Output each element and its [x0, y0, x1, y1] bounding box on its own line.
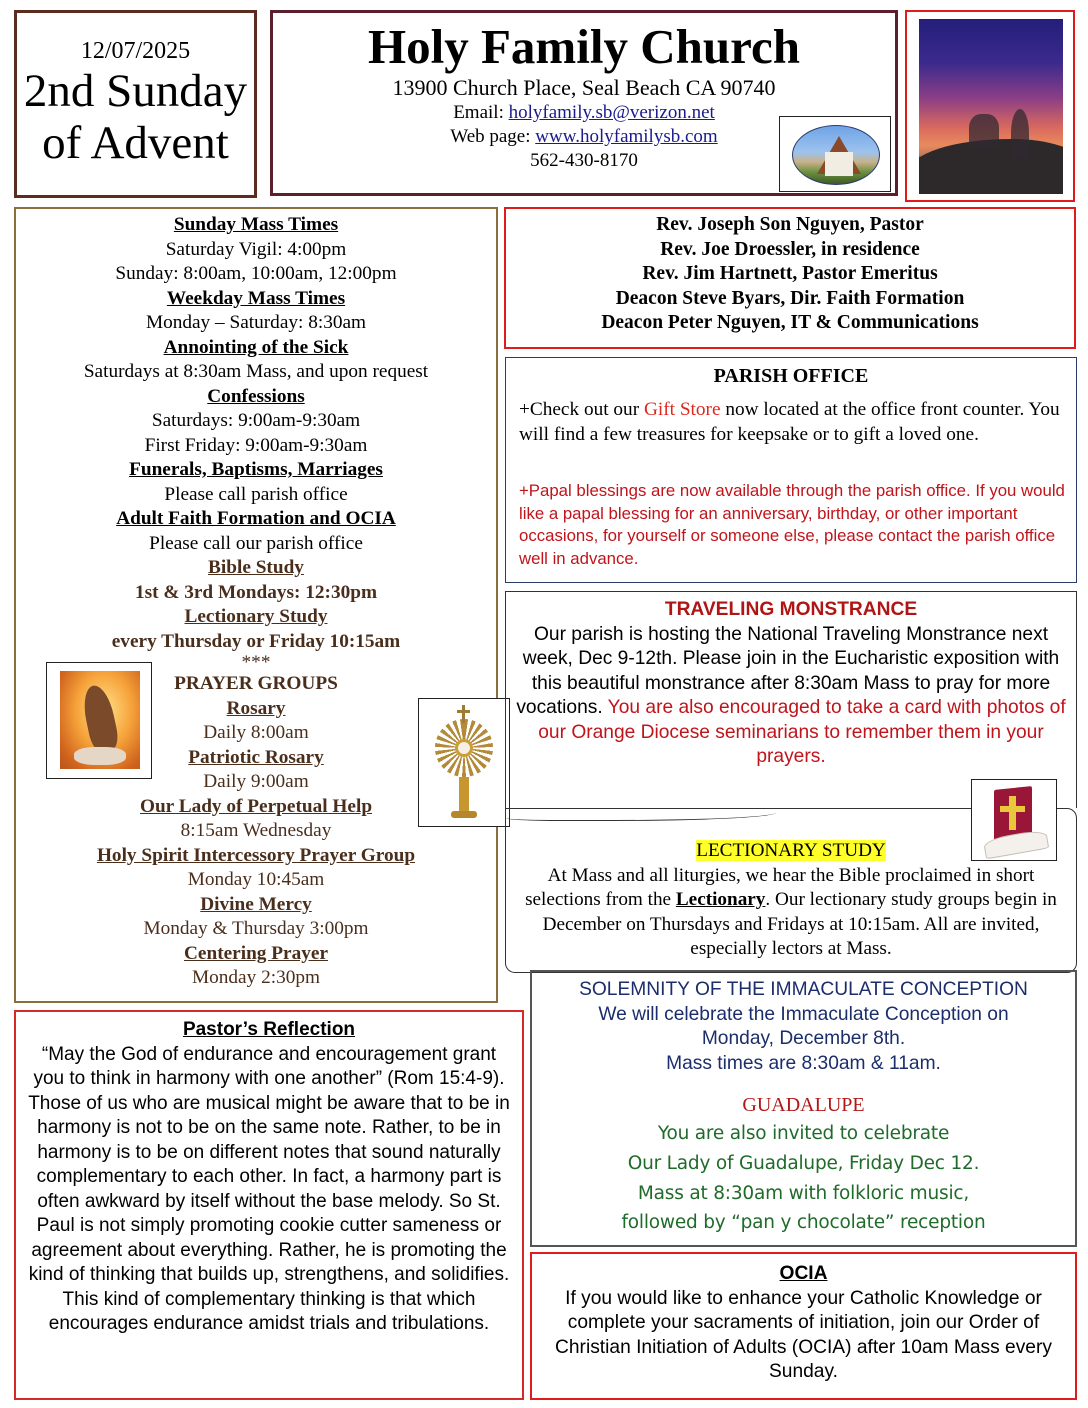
sunday-mass-heading: Sunday Mass Times — [173, 214, 339, 235]
prayer-group-name: Divine Mercy — [200, 893, 312, 915]
monstrance-body-text: Our parish is hosting the National Traveling Monstrance next week, Dec 9-12th. Please join in the Eucharistic exposition with this beautiful monstrance after 8:30am Mass to pray for more vocations. — [516, 623, 1060, 718]
weekday-mass-heading: Weekday Mass Times — [166, 287, 346, 309]
monstrance-body — [512, 623, 1070, 770]
gift-store-notice — [519, 398, 1066, 448]
church-name: Holy Family Church — [368, 19, 800, 74]
lectionary-study-body — [512, 864, 1070, 962]
clergy-member: Rev. Joseph Son Nguyen, Pastor — [656, 214, 924, 235]
church-address: 13900 Church Place, Seal Beach CA 90740 — [392, 75, 776, 100]
immaculate-line1: We will celebrate the Immaculate Conception on — [598, 1003, 1009, 1025]
clergy-member: Rev. Joe Droessler, in residence — [660, 238, 920, 260]
lectionary-study-heading: Lectionary Study — [184, 606, 328, 627]
faith-formation-heading: Adult Faith Formation and OCIA — [116, 508, 396, 529]
papal-blessing-notice: +Papal blessings are now available through the parish office. If you would like a papal blessing for an anniversary, birthday, or other important occasions, for yourself or someone else, please contact the parish office well in advance. — [519, 481, 1065, 568]
sacraments-heading: Funerals, Baptisms, Marriages — [129, 459, 383, 480]
anointing-times: Saturdays at 8:30am Mass, and upon request — [83, 361, 429, 382]
parish-office-title: PARISH OFFICE — [713, 365, 869, 387]
bible-study-heading: Bible Study — [208, 557, 304, 578]
traveling-monstrance-box — [505, 591, 1077, 808]
immaculate-conception-box — [530, 970, 1077, 1247]
gift-store-suffix: now located at the office front counter. You will find a few treasures for keepsake or to gift a loved one. — [519, 399, 1060, 445]
date-box — [14, 10, 257, 198]
reflection-title: Pastor’s Reflection — [182, 1019, 356, 1040]
prayer-group-time: Daily 8:00am — [203, 722, 309, 743]
clergy-box — [504, 207, 1076, 349]
prayer-group-time: 8:15am Wednesday — [180, 820, 332, 841]
guadalupe-title: GUADALUPE — [742, 1094, 865, 1116]
lectionary-body-suffix: . Our lectionary study groups begin in December on Thursdays and Fridays at 10:15am. All are invited, especially lectors at Mass. — [542, 889, 1057, 959]
prayer-group-name: Our Lady of Perpetual Help — [139, 795, 373, 817]
lectionary-term: Lectionary — [675, 889, 766, 910]
prayer-group-name: Centering Prayer — [183, 942, 329, 964]
separator: *** — [241, 652, 271, 673]
ocia-title: OCIA — [779, 1263, 828, 1284]
ocia-body: If you would like to enhance your Catholic Knowledge or complete your sacraments of initiation, join our Order of Christian Initiation of Adults (OCIA) after 10am Mass every Sunday. — [555, 1287, 1052, 1382]
web-link[interactable]: www.holyfamilysb.com — [535, 126, 718, 147]
prayer-groups-title: PRAYER GROUPS — [174, 673, 338, 694]
bulletin-date: 12/07/2025 — [80, 38, 191, 64]
guadalupe-line1: You are also invited to celebrate — [657, 1123, 950, 1144]
lectionary-book-image — [971, 779, 1057, 861]
monstrance-body-red: You are also encouraged to take a card with photos of our Orange Diocese seminarians to remember them in your prayers. — [538, 697, 1066, 767]
reflection-body: “May the God of endurance and encouragement grant you to think in harmony with one another” (Rom 15:4-9). Those of us who are musical might be aware that to be in harmony is not to be on the same note. Rather, to be in harmony is to be on different notes that sound naturally complementary to each other. In fact, a harmony part is often awkward by itself without the base melody. So St. Paul is not simply promoting cookie cutter sameness or agreement about everything. Rather, he is promoting the kind of thinking that builds up, strengthens, and solidifies. This kind of complementary thinking is that which encourages endurance amidst trials and tribulations. — [28, 1043, 510, 1334]
prayer-group-time: Daily 9:00am — [203, 771, 309, 792]
prayer-group-name: Holy Spirit Intercessory Prayer Group — [96, 844, 416, 866]
prayer-group-time: Monday 2:30pm — [191, 967, 320, 988]
confessions-first-friday: First Friday: 9:00am-9:30am — [144, 434, 368, 456]
clergy-member: Deacon Peter Nguyen, IT & Communications — [601, 312, 979, 333]
church-info-box — [270, 10, 898, 196]
guadalupe-line4: followed by “pan y chocolate” reception — [621, 1212, 986, 1234]
confessions-heading: Confessions — [207, 385, 305, 407]
faith-formation-text: Please call our parish office — [149, 532, 363, 554]
guadalupe-line2: Our Lady of Guadalupe, Friday Dec 12. — [627, 1152, 980, 1174]
praying-hands-image — [46, 662, 152, 779]
clergy-member: Deacon Steve Byars, Dir. Faith Formation — [615, 287, 965, 309]
parish-office-box — [505, 357, 1077, 583]
lectionary-body-prefix: At Mass and all liturgies, we hear the Bible proclaimed in short selections from the — [525, 864, 1035, 910]
gift-store-label: Gift Store — [643, 399, 721, 420]
bible-study-time: 1st & 3rd Mondays: 12:30pm — [134, 581, 378, 603]
pastors-reflection-box — [14, 1010, 524, 1400]
monstrance-image — [418, 698, 510, 827]
monstrance-title: TRAVELING MONSTRANCE — [664, 599, 918, 620]
holy-family-journey-image — [905, 10, 1075, 202]
sunday-times: Sunday: 8:00am, 10:00am, 12:00pm — [115, 263, 397, 284]
gift-store-prefix: +Check out our — [519, 399, 644, 420]
prayer-group-name: Rosary — [226, 697, 286, 719]
immaculate-title: SOLEMNITY OF THE IMMACULATE CONCEPTION — [579, 979, 1028, 1000]
lectionary-study-time: every Thursday or Friday 10:15am — [111, 630, 401, 652]
email-link[interactable]: holyfamily.sb@verizon.net — [508, 102, 715, 123]
web-label: Web page: — [450, 126, 536, 147]
clergy-member: Rev. Jim Hartnett, Pastor Emeritus — [642, 263, 938, 284]
lectionary-study-title: LECTIONARY STUDY — [696, 840, 886, 861]
saturday-vigil: Saturday Vigil: 4:00pm — [165, 238, 347, 260]
church-building-image — [779, 116, 891, 192]
prayer-group-time: Monday & Thursday 3:00pm — [143, 918, 369, 939]
immaculate-line2: Monday, December 8th. — [701, 1028, 906, 1049]
weekday-times: Monday – Saturday: 8:30am — [145, 312, 367, 333]
prayer-group-name: Patriotic Rosary — [188, 746, 324, 768]
phone-number: 562-430-8170 — [530, 150, 638, 171]
mass-schedule-box — [14, 207, 498, 1003]
liturgical-title-line2: of Advent — [42, 117, 229, 169]
confessions-saturday: Saturdays: 9:00am-9:30am — [151, 410, 361, 431]
guadalupe-line3: Mass at 8:30am with folkloric music, — [637, 1182, 970, 1204]
sacraments-text: Please call parish office — [164, 483, 348, 505]
ocia-box — [530, 1252, 1077, 1400]
immaculate-line3: Mass times are 8:30am & 11am. — [666, 1052, 941, 1074]
email-label: Email: — [453, 102, 509, 123]
prayer-group-time: Monday 10:45am — [187, 869, 325, 890]
liturgical-title-line1: 2nd Sunday — [23, 65, 248, 117]
anointing-heading: Annointing of the Sick — [163, 336, 349, 358]
